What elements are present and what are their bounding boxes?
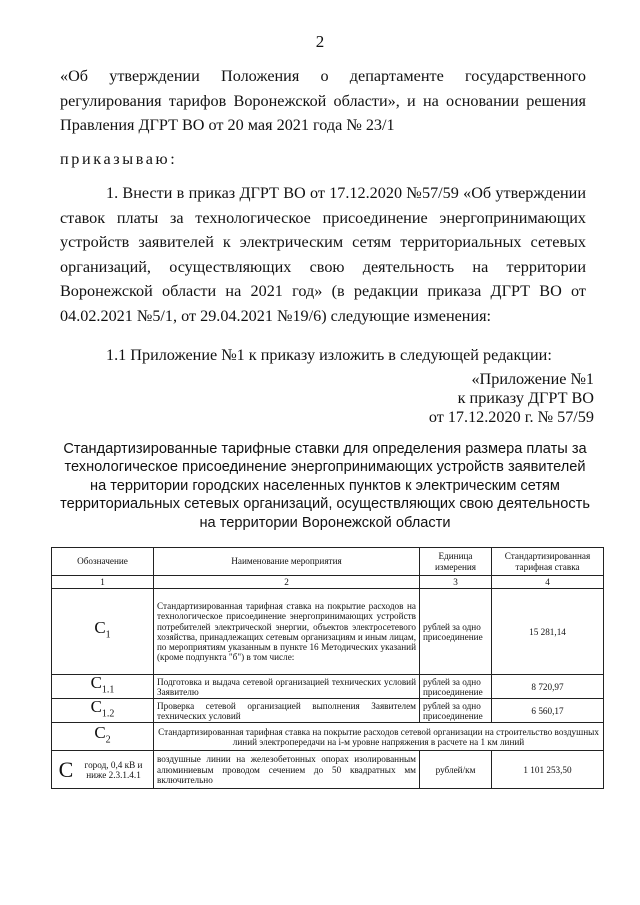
table-row-c1 [52,589,604,675]
column-number: 1 [52,576,154,589]
tariff-table [51,547,604,789]
symbol-subscript: 1.1 [101,684,115,696]
rate-cell: 15 281,14 [492,589,604,675]
symbol: C [58,756,74,782]
table-row-c1-1 [52,675,604,699]
header-unit: Единица измерения [420,548,492,576]
symbol-cell [52,696,154,723]
column-number: 4 [492,576,604,589]
unit-cell: рублей за одно присоединение [420,675,492,699]
prikaz-word: приказываю: [60,150,178,168]
symbol-cell [52,589,154,675]
symbol-cell [52,672,154,699]
symbol-subscript: 1 [105,629,111,641]
activity-name-cell: Проверка сетевой организацией выполнения Заявителем технических условий [154,699,420,723]
symbol: C [94,722,106,742]
symbol-cell [52,723,154,751]
item-1-1-paragraph: 1.1 Приложение №1 к приказу изложить в следующей редакции: [106,346,552,364]
rate-cell: 6 560,17 [492,699,604,723]
unit-cell: рублей за одно присоединение [420,589,492,675]
intro-paragraph: «Об утверждении Положения о департаменте государственного регулирования тарифов Воронежской области», и на основании решения Правления ДГРТ ВО от 20 мая 2021 года № 23/1 [60,67,586,134]
appendix-line-3: от 17.12.2020 г. № 57/59 [428,408,594,426]
column-number: 2 [154,576,420,589]
header-rate: Стандартизированная тарифная ставка [492,548,604,576]
symbol-subscript: 1.2 [101,708,115,720]
appendix-reference [429,370,594,427]
page-number: 2 [315,32,325,51]
column-number: 3 [420,576,492,589]
table-title: Стандартизированные тарифные ставки для определения размера платы за технологическое присоединение энергопринимающих устройств заявителей на территории городских населенных пунктов к электрическим сетям территориальных сетевых организаций, осуществляющих свою деятельность на территории Воронежской области [60,441,590,531]
symbol-subscript: 2 [105,734,111,746]
rate-cell: 1 101 253,50 [492,751,604,789]
item-1-paragraph: 1. Внести в приказ ДГРТ ВО от 17.12.2020 №57/59 «Об утверждении ставок платы за технологическое присоединение энергопринимающих устройств заявителей к электрическим сетям территориальных сетевых организаций, осуществляющих свою деятельность на территории Воронежской области на 2021 год» (в редакции приказа ДГРТ ВО от 04.02.2021 №5/1, от 29.04.2021 №19/6) следующие изменения: [60,184,586,325]
symbol-cell [52,751,154,789]
table-row-c2-line [52,751,604,789]
table-header-row [52,548,604,576]
voltage-description: город, 0,4 кВ и ниже 2.3.1.4.1 [84,759,143,780]
activity-name-cell: Подготовка и выдача сетевой организацией технических условий Заявителю [154,675,420,699]
unit-cell: рублей/км [420,751,492,789]
appendix-line-2: к приказу ДГРТ ВО [457,389,594,407]
activity-name-cell: Стандартизированная тарифная ставка на покрытие расходов на технологическое присоединение энергопринимающих устройств потребителей электрической энергии, объектов электросетевого хозяйства, принадлежащих сетевым организациям и иным лицам, по мероприятиям указанным в пункте 16 Методических указаний (кроме подпункта "б") в том числе: [154,589,420,675]
appendix-line-1: «Приложение №1 [471,370,594,388]
activity-name-cell: воздушные линии на железобетонных опорах изолированным алюминиевым проводом сечением до 50 квадратных мм включительно [154,751,420,789]
header-designation: Обозначение [52,548,154,576]
header-activity-name: Наименование мероприятия [154,548,420,576]
table-row-c2 [52,723,604,751]
symbol: C [94,617,106,637]
unit-cell: рублей за одно присоединение [420,699,492,723]
symbol: C [90,672,102,692]
rate-cell: 8 720,97 [492,675,604,699]
symbol: C [90,696,102,716]
column-number-row [52,576,604,589]
table-row-c1-2 [52,699,604,723]
c2-description-cell: Стандартизированная тарифная ставка на покрытие расходов сетевой организации на строительство воздушных линий электропередачи на i-м уровне напряжения в расчете на 1 км линий [154,723,604,751]
